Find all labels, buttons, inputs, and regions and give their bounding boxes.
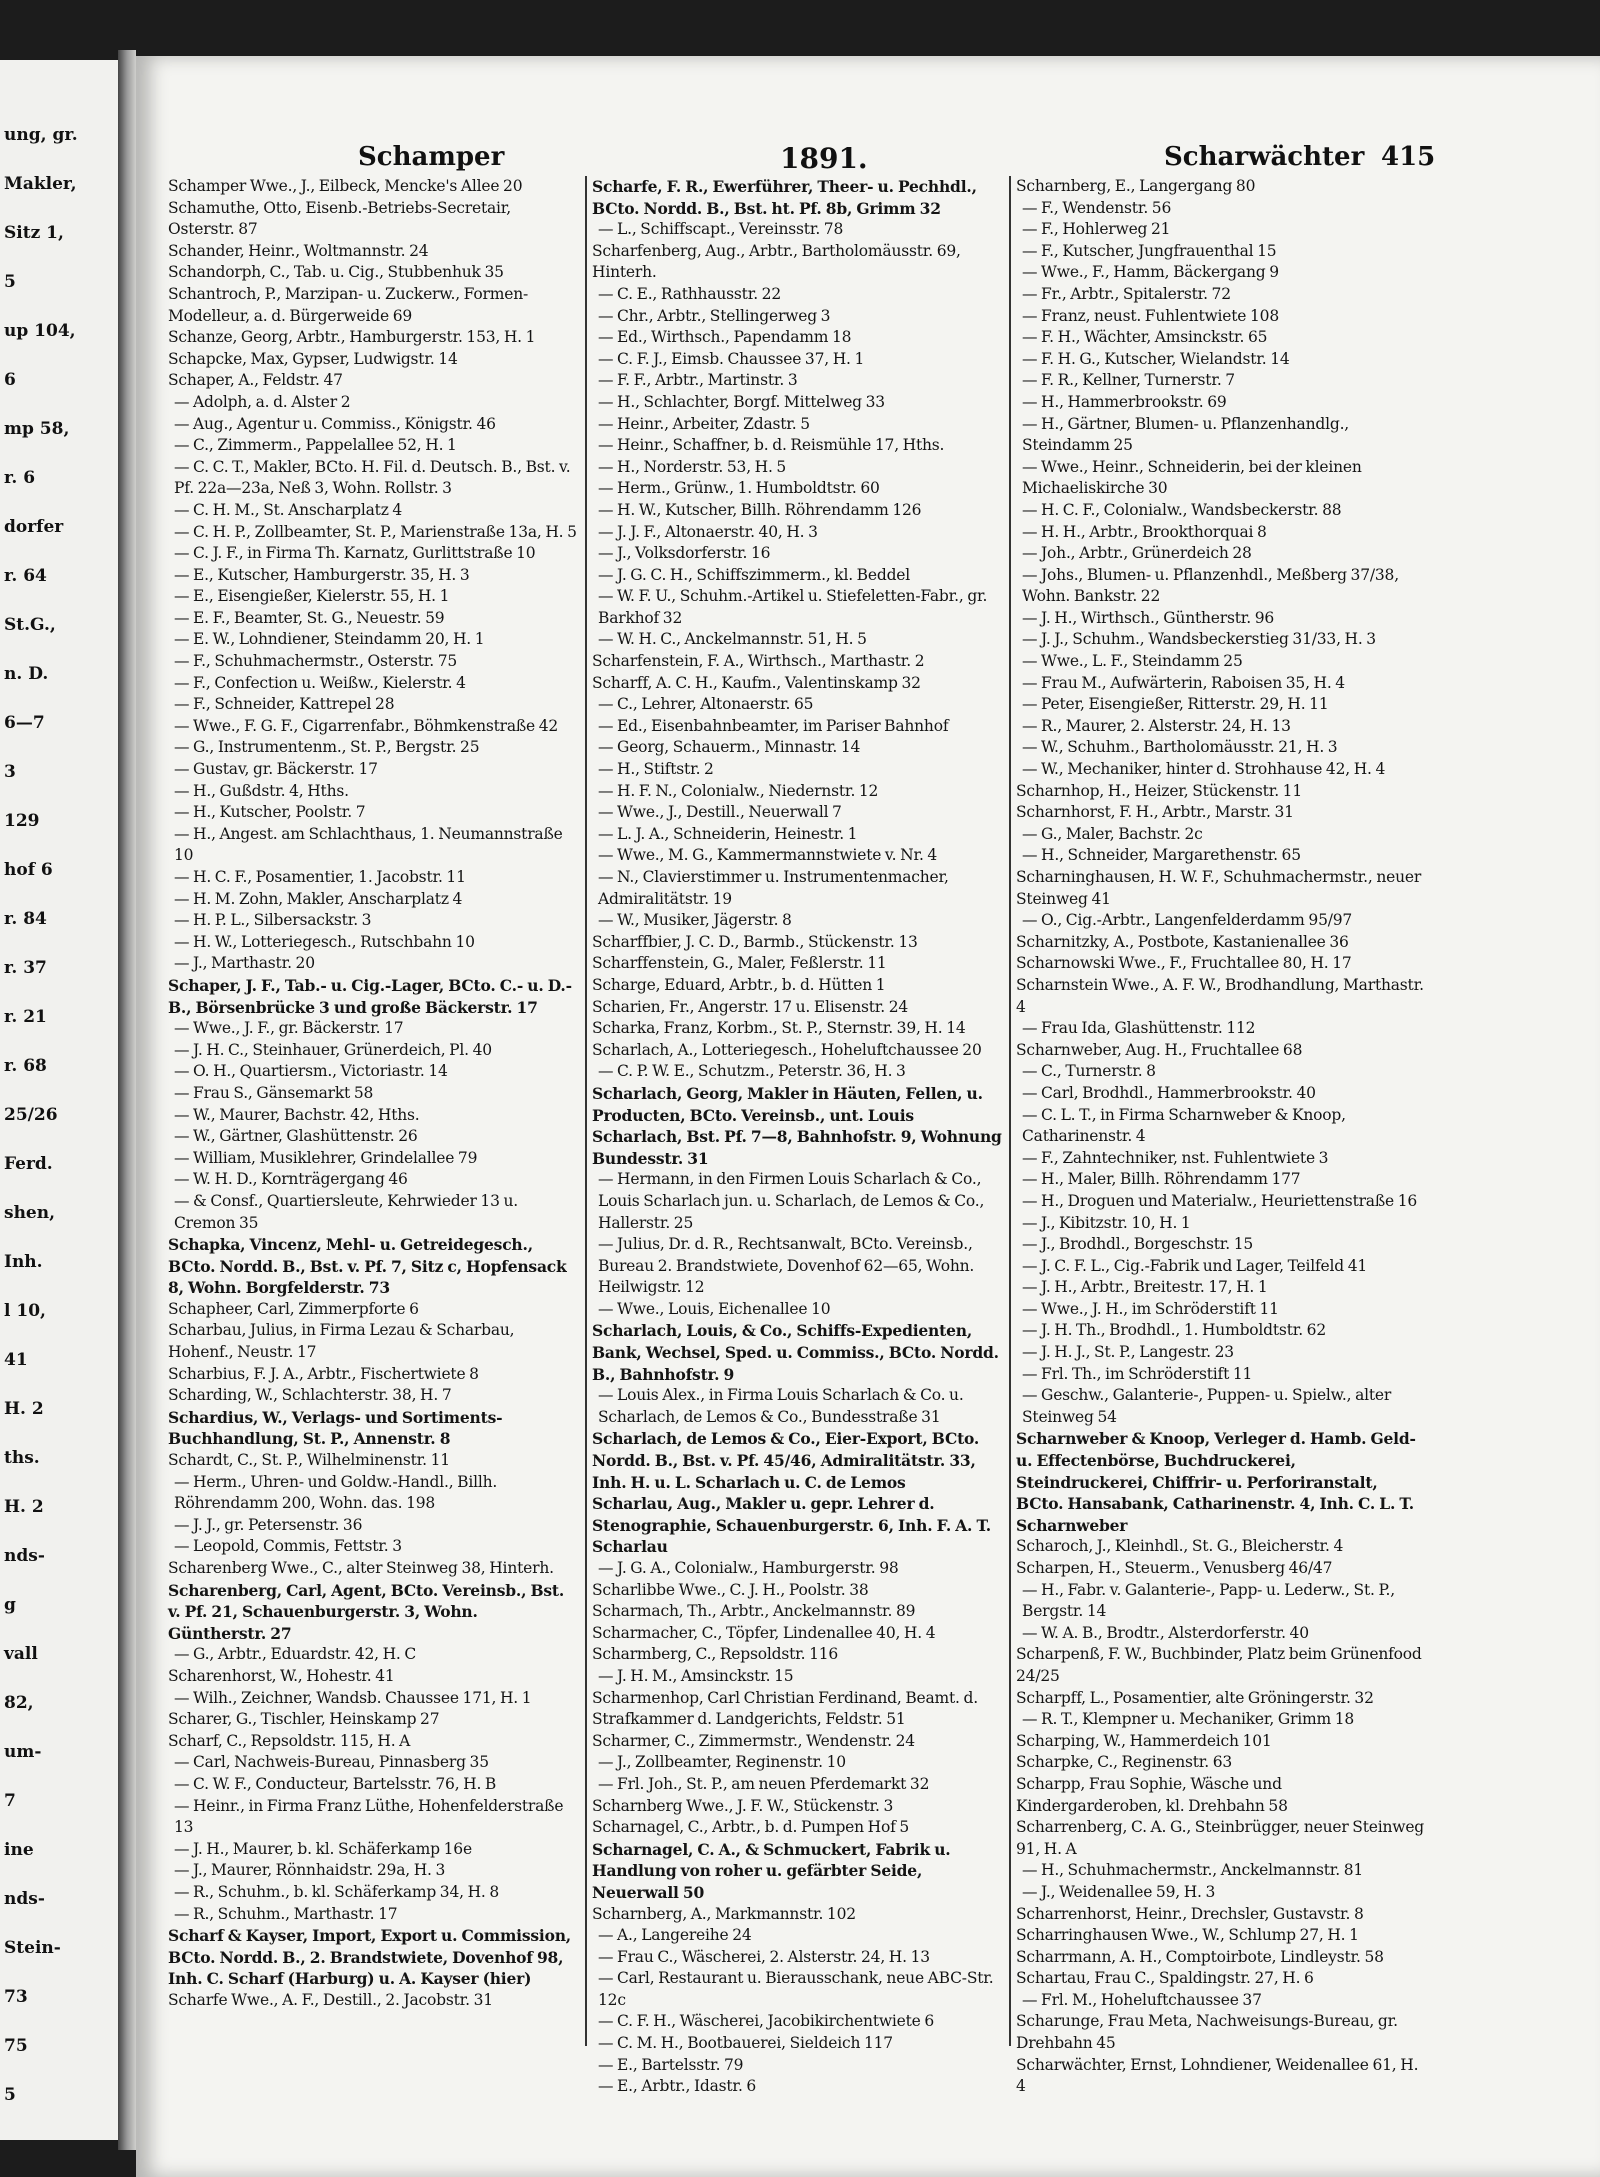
prev-page-text: r. 6 <box>4 468 36 488</box>
directory-entry: — G., Maler, Bachstr. 2c <box>1022 824 1203 843</box>
directory-entry: — J. H. Th., Brodhdl., 1. Humboldtstr. 62 <box>1022 1321 1327 1340</box>
directory-entry: — Wwe., F., Hamm, Bäckergang 9 <box>1022 263 1279 282</box>
prev-page-text: shen, <box>4 1203 56 1223</box>
directory-entry: — Frau C., Wäscherei, 2. Alsterstr. 24, H. 13 <box>598 1947 930 1966</box>
directory-entry: — J. J., gr. Petersenstr. 36 <box>174 1515 363 1534</box>
directory-entry: — H. C. F., Posamentier, 1. Jacobstr. 11 <box>174 868 466 886</box>
header-year: 1891. <box>780 142 868 175</box>
prev-page-text: hof 6 <box>4 860 53 880</box>
directory-entry: Schander, Heinr., Woltmannstr. 24 <box>168 241 429 260</box>
directory-entry: Scharwächter, Ernst, Lohndiener, Weidenallee 61, H. 4 <box>1016 2055 1419 2096</box>
directory-entry: Scharringhausen Wwe., W., Schlump 27, H. 1 <box>1016 1926 1359 1945</box>
directory-entry: — C., Lehrer, Altonaerstr. 65 <box>598 695 814 714</box>
directory-entry: — R., Schuhm., Marthastr. 17 <box>174 1904 398 1923</box>
prev-page-text: Sitz 1, <box>4 223 64 243</box>
directory-entry: — F. H., Wächter, Amsinckstr. 65 <box>1022 328 1268 347</box>
directory-entry: Scharenberg, Carl, Agent, BCto. Vereinsb., Bst. v. Pf. 21, Schauenburgerstr. 3, Wohn. Güntherstr. 27 <box>168 1580 565 1643</box>
directory-entry: — H., Maler, Billh. Röhrendamm 177 <box>1022 1170 1301 1189</box>
directory-entry: Scharbius, F. J. A., Arbtr., Fischertwiete 8 <box>168 1364 479 1383</box>
directory-entry: Scharfe Wwe., A. F., Destill., 2. Jacobstr. 31 <box>168 1990 493 2009</box>
prev-page-text: Stein- <box>4 1938 61 1958</box>
directory-entry: — C. F. J., Eimsb. Chaussee 37, H. 1 <box>598 349 865 368</box>
directory-entry: — C. W. F., Conducteur, Bartelsstr. 76, H. B <box>174 1774 497 1793</box>
directory-entry: — J. H. M., Amsinckstr. 15 <box>598 1666 794 1685</box>
prev-page-text: nds- <box>4 1889 45 1909</box>
directory-entry: — H., Schuhmachermstr., Anckelmannstr. 81 <box>1022 1861 1364 1880</box>
directory-entry: — J., Volksdorferstr. 16 <box>598 544 771 563</box>
directory-entry: Schaper, J. F., Tab.- u. Cig.-Lager, BCto. C.- u. D.-B., Börsenbrücke 3 und große Bäckerstr. 17 <box>168 975 572 1017</box>
prev-page-text: um- <box>4 1742 42 1762</box>
directory-entry: Scharnberg, E., Langergang 80 <box>1016 177 1256 195</box>
directory-entry: — J., Kibitzstr. 10, H. 1 <box>1022 1213 1191 1232</box>
directory-entry: Scharnhorst, F. H., Arbtr., Marstr. 31 <box>1016 803 1294 822</box>
directory-entry: — Hermann, in den Firmen Louis Scharlach & Co., Louis Scharlach jun. u. Scharlach, de Lemos & Co., Hallerstr. 25 <box>598 1170 985 1232</box>
prev-page-text: 73 <box>4 1987 28 2007</box>
directory-entry: Scharlach, Georg, Makler in Häuten, Fellen, u. Producten, BCto. Vereinsb., unt. Louis Scharlach, Bst. Pf. 7—8, Bahnhofstr. 9, Wohnung Bundesstr. 31 <box>592 1083 1002 1168</box>
directory-entry: Scharff, A. C. H., Kaufm., Valentinskamp 32 <box>592 673 921 692</box>
directory-entry: — O., Cig.-Arbtr., Langenfelderdamm 95/97 <box>1022 911 1353 930</box>
directory-entry: — Heinr., Arbeiter, Zdastr. 5 <box>598 414 810 433</box>
prev-page-text: 5 <box>4 2085 16 2105</box>
directory-entry: — W. A. B., Brodtr., Alsterdorferstr. 40 <box>1022 1623 1309 1642</box>
directory-entry: — F., Hohlerweg 21 <box>1022 220 1171 239</box>
directory-entry: — Frl. Joh., St. P., am neuen Pferdemarkt 32 <box>598 1774 930 1793</box>
directory-entry: Scharlach, A., Lotteriegesch., Hoheluftchaussee 20 <box>592 1040 982 1059</box>
directory-entry: — H. H., Arbtr., Brookthorquai 8 <box>1022 522 1267 541</box>
directory-entry: — Ed., Wirthsch., Papendamm 18 <box>598 328 852 347</box>
header-left-keyword: Schamper <box>358 142 505 172</box>
prev-page-text: 5 <box>4 272 16 292</box>
directory-entry: — C. J. F., in Firma Th. Karnatz, Gurlittstraße 10 <box>174 544 536 563</box>
directory-entry: Scharlach, Louis, & Co., Schiffs-Expedienten, Bank, Wechsel, Sped. u. Commiss., BCto. Nordd. B., Bahnhofstr. 9 <box>592 1321 999 1384</box>
directory-entry: Scharffenstein, G., Maler, Feßlerstr. 11 <box>592 954 887 973</box>
directory-entry: — Louis Alex., in Firma Louis Scharlach & Co. u. Scharlach, de Lemos & Co., Bundesstraße 31 <box>598 1386 964 1426</box>
directory-entry: — Gustav, gr. Bäckerstr. 17 <box>174 760 378 779</box>
directory-entry: Scharfenberg, Aug., Arbtr., Bartholomäusstr. 69, Hinterh. <box>592 241 961 282</box>
prev-page-text: Inh. <box>4 1252 43 1272</box>
directory-entry: — J. G. C. H., Schiffszimmerm., kl. Beddel <box>598 565 911 584</box>
directory-entry: — F. H. G., Kutscher, Wielandstr. 14 <box>1022 349 1290 368</box>
directory-entry: Scharnhop, H., Heizer, Stückenstr. 11 <box>1016 781 1302 800</box>
directory-entry: — J. J., Schuhm., Wandsbeckerstieg 31/33, H. 3 <box>1022 630 1376 649</box>
directory-entry: — H. P. L., Silbersackstr. 3 <box>174 911 372 930</box>
directory-entry: — H. F. N., Colonialw., Niedernstr. 12 <box>598 781 879 800</box>
directory-entry: Scharrenhorst, Heinr., Drechsler, Gustavstr. 8 <box>1016 1904 1364 1923</box>
directory-entry: Scharnagel, C., Arbtr., b. d. Pumpen Hof 5 <box>592 1818 910 1837</box>
directory-entry: Scharfenstein, F. A., Wirthsch., Marthastr. 2 <box>592 652 925 671</box>
directory-entry: — Wwe., J. F., gr. Bäckerstr. 17 <box>174 1019 404 1038</box>
directory-entry: — L. J. A., Schneiderin, Heinestr. 1 <box>598 824 858 843</box>
directory-entry: — F. F., Arbtr., Martinstr. 3 <box>598 371 798 390</box>
directory-entry: — C. L. T., in Firma Scharnweber & Knoop, Catharinenstr. 4 <box>1022 1105 1346 1146</box>
directory-entry: — Adolph, a. d. Alster 2 <box>174 392 351 411</box>
directory-entry: Scharka, Franz, Korbm., St. P., Sternstr. 39, H. 14 <box>592 1019 966 1038</box>
directory-entry: — J. G. A., Colonialw., Hamburgerstr. 98 <box>598 1559 899 1577</box>
directory-entry: — Frau S., Gänsemarkt 58 <box>174 1083 374 1102</box>
directory-entry: — E., Eisengießer, Kielerstr. 55, H. 1 <box>174 587 450 606</box>
directory-entry: Scharnweber, Aug. H., Fruchtallee 68 <box>1016 1040 1303 1059</box>
directory-entry: — H. M. Zohn, Makler, Anscharplatz 4 <box>174 889 463 908</box>
directory-entry: — H., Norderstr. 53, H. 5 <box>598 457 787 476</box>
directory-entry: — Aug., Agentur u. Commiss., Königstr. 46 <box>174 414 496 433</box>
directory-entry: — Wwe., M. G., Kammermannstwiete v. Nr. 4 <box>598 846 938 865</box>
prev-page-text: 129 <box>4 811 40 831</box>
directory-entry: — H., Schneider, Margarethenstr. 65 <box>1022 846 1301 865</box>
directory-entry: Scharenhorst, W., Hohestr. 41 <box>168 1666 395 1685</box>
directory-entry: Scharfe, F. R., Ewerführer, Theer- u. Pechhdl., BCto. Nordd. B., Bst. ht. Pf. 8b, Grimm 32 <box>592 177 977 218</box>
directory-entry: — R., Maurer, 2. Alsterstr. 24, H. 13 <box>1022 716 1291 735</box>
directory-entry: — C., Turnerstr. 8 <box>1022 1062 1156 1081</box>
directory-entry: — H. W., Lotteriegesch., Rutschbahn 10 <box>174 932 475 951</box>
directory-entry: — J. H. C., Steinhauer, Grünerdeich, Pl. 40 <box>174 1040 492 1059</box>
directory-entry: — E., Bartelsstr. 79 <box>598 2055 744 2074</box>
directory-entry: — F., Zahntechniker, nst. Fuhlentwiete 3 <box>1022 1148 1329 1167</box>
directory-entry: Scharunge, Frau Meta, Nachweisungs-Bureau, gr. Drehbahn 45 <box>1016 2012 1398 2053</box>
directory-entry: Schardius, W., Verlags- und Sortiments-Buchhandlung, St. P., Annenstr. 8 <box>168 1407 503 1449</box>
directory-entry: Scharpenß, F. W., Buchbinder, Platz beim Grünenfood 24/25 <box>1016 1645 1422 1685</box>
directory-entry: Schapheer, Carl, Zimmerpforte 6 <box>168 1299 419 1318</box>
directory-entry: — Frau Ida, Glashüttenstr. 112 <box>1022 1019 1256 1038</box>
directory-entry: — F., Kutscher, Jungfrauenthal 15 <box>1022 241 1277 260</box>
directory-entry: — O. H., Quartiersm., Victoriastr. 14 <box>174 1062 448 1081</box>
directory-entry: — R., Schuhm., b. kl. Schäferkamp 34, H. 8 <box>174 1882 500 1901</box>
directory-entry: — Heinr., Schaffner, b. d. Reismühle 17, Hths. <box>598 436 945 455</box>
directory-entry: — H., Fabr. v. Galanterie-, Papp- u. Lederw., St. P., Bergstr. 14 <box>1022 1580 1396 1621</box>
directory-entry: — G., Arbtr., Eduardstr. 42, H. C <box>174 1645 417 1664</box>
directory-entry: — Peter, Eisengießer, Ritterstr. 29, H. 11 <box>1022 695 1329 714</box>
directory-entry: Schapka, Vincenz, Mehl- u. Getreidegesch., BCto. Nordd. B., Bst. v. Pf. 7, Sitz c, Hopfensack 8, Wohn. Borgfelderstr. 73 <box>168 1235 567 1298</box>
prev-page-text: l 10, <box>4 1301 46 1321</box>
directory-entry: — J., Marthastr. 20 <box>174 954 315 973</box>
prev-page-text: 25/26 <box>4 1105 58 1125</box>
directory-entry: — C. C. T., Makler, BCto. H. Fil. d. Deutsch. B., Bst. v. Pf. 22a—23a, Neß 3, Wohn. Rollstr. 3 <box>174 457 571 498</box>
directory-entry: — L., Schiffscapt., Vereinsstr. 78 <box>598 220 844 239</box>
directory-entry: Scharlibbe Wwe., C. J. H., Poolstr. 38 <box>592 1580 869 1599</box>
directory-entry: — Ed., Eisenbahnbeamter, im Pariser Bahnhof <box>598 716 949 735</box>
directory-entry: Scharnweber & Knoop, Verleger d. Hamb. Geld- u. Effectenbörse, Buchdruckerei, Steindruckerei, Chiffrir- u. Perforiranstalt, BCto. Hansabank, Catharinenstr. 4, Inh. C. L. T. Scharnweber <box>1016 1429 1416 1535</box>
directory-entry: — Joh., Arbtr., Grünerdeich 28 <box>1022 544 1252 563</box>
directory-entry: — J. C. F. L., Cig.-Fabrik und Lager, Teilfeld 41 <box>1022 1256 1368 1275</box>
prev-page-text: r. 64 <box>4 566 47 586</box>
directory-entry: — W. H. C., Anckelmannstr. 51, H. 5 <box>598 630 867 649</box>
directory-entry: Scharping, W., Hammerdeich 101 <box>1016 1731 1272 1750</box>
directory-entry: Scharbau, Julius, in Firma Lezau & Scharbau, Hohenf., Neustr. 17 <box>168 1321 515 1362</box>
prev-page-text: ine <box>4 1840 34 1860</box>
book-spine <box>118 50 136 2150</box>
page-number: 415 <box>1381 142 1436 172</box>
directory-entry: — J., Weidenallee 59, H. 3 <box>1022 1882 1216 1901</box>
directory-entry: — F., Schneider, Kattrepel 28 <box>174 695 395 714</box>
prev-page-text: vall <box>4 1644 38 1664</box>
directory-entry: Scharding, W., Schlachterstr. 38, H. 7 <box>168 1386 452 1405</box>
directory-entry: Scharrmann, A. H., Comptoirbote, Lindleystr. 58 <box>1016 1947 1384 1966</box>
prev-page-text: 75 <box>4 2036 28 2056</box>
directory-entry: Schamuthe, Otto, Eisenb.-Betriebs-Secretair, Osterstr. 87 <box>168 198 512 239</box>
directory-entry: Schardt, C., St. P., Wilhelminenstr. 11 <box>168 1451 450 1470</box>
directory-entry: — H., Angest. am Schlachthaus, 1. Neumannstraße 10 <box>174 824 563 865</box>
prev-page-text: 41 <box>4 1350 28 1370</box>
directory-entry: — C. P. W. E., Schutzm., Peterstr. 36, H. 3 <box>598 1062 906 1081</box>
directory-entry: — J. J. F., Altonaerstr. 40, H. 3 <box>598 522 818 541</box>
directory-entry: Scharmacher, C., Töpfer, Lindenallee 40, H. 4 <box>592 1623 936 1642</box>
prev-page-text: 7 <box>4 1791 16 1811</box>
directory-entry: — W., Musiker, Jägerstr. 8 <box>598 911 792 930</box>
directory-entry: Scharnitzky, A., Postbote, Kastanienallee 36 <box>1016 932 1349 951</box>
directory-entry: Scharlach, de Lemos & Co., Eier-Export, BCto. Nordd. B., Bst. v. Pf. 45/46, Admiralitätstr. 33, Inh. H. u. L. Scharlach u. C. de Lemos <box>592 1429 980 1492</box>
directory-entry: — Fr., Arbtr., Spitalerstr. 72 <box>1022 284 1231 303</box>
directory-entry: Scharpff, L., Posamentier, alte Gröningerstr. 32 <box>1016 1688 1374 1707</box>
directory-entry: — Georg, Schauerm., Minnastr. 14 <box>598 738 861 757</box>
column-1 <box>168 176 578 2011</box>
directory-entry: — Wwe., Heinr., Schneiderin, bei der kleinen Michaeliskirche 30 <box>1022 457 1362 498</box>
directory-entry: — E. F., Beamter, St. G., Neuestr. 59 <box>174 608 445 627</box>
directory-entry: — Wwe., F. G. F., Cigarrenfabr., Böhmkenstraße 42 <box>174 716 559 735</box>
directory-entry: Schanze, Georg, Arbtr., Hamburgerstr. 153, H. 1 <box>168 328 536 347</box>
directory-entry: Scharge, Eduard, Arbtr., b. d. Hütten 1 <box>592 975 886 994</box>
directory-entry: — H. C. F., Colonialw., Wandsbeckerstr. 88 <box>1022 500 1342 519</box>
directory-entry: Schandorph, C., Tab. u. Cig., Stubbenhuk 35 <box>168 263 504 282</box>
directory-entry: Schapcke, Max, Gypser, Ludwigstr. 14 <box>168 349 458 368</box>
directory-entry: — Carl, Restaurant u. Bierausschank, neue ABC-Str. 12c <box>598 1969 994 2009</box>
directory-page <box>136 56 1600 2177</box>
directory-entry: Scharf, C., Repsoldstr. 115, H. A <box>168 1731 411 1750</box>
directory-entry: — J. H., Arbtr., Breitestr. 17, H. 1 <box>1022 1278 1268 1297</box>
directory-entry: — Geschw., Galanterie-, Puppen- u. Spielw., alter Steinweg 54 <box>1022 1386 1392 1426</box>
prev-page-text: ths. <box>4 1448 40 1468</box>
prev-page-text: n. D. <box>4 664 49 684</box>
prev-page-text: r. 37 <box>4 958 47 978</box>
directory-entry: — J. H. J., St. P., Langestr. 23 <box>1022 1343 1234 1362</box>
directory-entry: — N., Clavierstimmer u. Instrumentenmacher, Admiralitätstr. 19 <box>598 868 949 908</box>
prev-page-text: 82, <box>4 1693 34 1713</box>
prev-page-text: Ferd. <box>4 1154 53 1174</box>
directory-entry: — W. F. U., Schuhm.-Artikel u. Stiefeletten-Fabr., gr. Barkhof 32 <box>598 587 988 627</box>
directory-entry: — H., Kutscher, Poolstr. 7 <box>174 803 366 822</box>
directory-entry: Scharenberg Wwe., C., alter Steinweg 38, Hinterh. <box>168 1559 554 1577</box>
directory-entry: — Wwe., J. H., im Schröderstift 11 <box>1022 1299 1279 1318</box>
directory-entry: — F., Confection u. Weißw., Kielerstr. 4 <box>174 673 466 692</box>
directory-entry: Scharrenberg, C. A. G., Steinbrügger, neuer Steinweg 91, H. A <box>1016 1818 1425 1858</box>
directory-entry: — Wwe., Louis, Eichenallee 10 <box>598 1299 831 1318</box>
prev-page-text: Makler, <box>4 174 77 194</box>
directory-entry: — Leopold, Commis, Fettstr. 3 <box>174 1537 402 1556</box>
directory-entry: — Herm., Uhren- und Goldw.-Handl., Billh. Röhrendamm 200, Wohn. das. 198 <box>174 1472 498 1513</box>
directory-entry: — G., Instrumentenm., St. P., Bergstr. 25 <box>174 738 480 757</box>
directory-entry: — C. E., Rathhausstr. 22 <box>598 284 781 303</box>
directory-entry: Scharnberg, A., Markmannstr. 102 <box>592 1904 856 1923</box>
directory-entry: — H., Hammerbrookstr. 69 <box>1022 392 1227 411</box>
directory-entry: — Chr., Arbtr., Stellingerweg 3 <box>598 306 831 325</box>
directory-entry: — C. H. P., Zollbeamter, St. P., Marienstraße 13a, H. 5 <box>174 522 577 541</box>
column-divider <box>585 176 587 2046</box>
directory-entry: — J., Zollbeamter, Reginenstr. 10 <box>598 1753 846 1772</box>
prev-page-text: 6—7 <box>4 713 45 733</box>
directory-entry: — J., Maurer, Rönnhaidstr. 29a, H. 3 <box>174 1861 446 1880</box>
prev-page-text: r. 68 <box>4 1056 47 1076</box>
directory-entry: — H., Droguen und Materialw., Heuriettenstraße 16 <box>1022 1191 1418 1210</box>
directory-entry: Scharien, Fr., Angerstr. 17 u. Elisenstr. 24 <box>592 997 909 1016</box>
prev-page-text: 3 <box>4 762 16 782</box>
directory-entry: — E., Kutscher, Hamburgerstr. 35, H. 3 <box>174 565 470 584</box>
directory-entry: — F. R., Kellner, Turnerstr. 7 <box>1022 371 1235 390</box>
directory-entry: Scharnstein Wwe., A. F. W., Brodhandlung, Marthastr. 4 <box>1016 975 1424 1016</box>
directory-entry: — Frl. M., Hoheluftchaussee 37 <box>1022 1990 1262 2009</box>
directory-entry: — H. W., Kutscher, Billh. Röhrendamm 126 <box>598 500 922 519</box>
directory-entry: Scharlau, Aug., Makler u. gepr. Lehrer d. Stenographie, Schauenburgerstr. 6, Inh. F. A. T. Scharlau <box>592 1494 991 1557</box>
directory-entry: — R. T., Klempner u. Mechaniker, Grimm 18 <box>1022 1710 1355 1729</box>
directory-entry: — E. W., Lohndiener, Steindamm 20, H. 1 <box>174 630 485 649</box>
directory-entry: — H., Gärtner, Blumen- u. Pflanzenhandlg., Steindamm 25 <box>1022 414 1350 455</box>
directory-entry: — Franz, neust. Fuhlentwiete 108 <box>1022 306 1279 325</box>
directory-entry: — Wwe., L. F., Steindamm 25 <box>1022 652 1243 671</box>
directory-entry: — C. F. H., Wäscherei, Jacobikirchentwiete 6 <box>598 2012 935 2031</box>
prev-page-text: g <box>4 1595 16 1615</box>
directory-entry: — A., Langereihe 24 <box>598 1926 752 1945</box>
directory-entry: Scharmer, C., Zimmermstr., Wendenstr. 24 <box>592 1731 915 1750</box>
directory-entry: — Johs., Blumen- u. Pflanzenhdl., Meßberg 37/38, Wohn. Bankstr. 22 <box>1022 565 1399 606</box>
column-2 <box>592 176 1002 2098</box>
directory-entry: Schantroch, P., Marzipan- u. Zuckerw., Formen-Modelleur, a. d. Bürgerweide 69 <box>168 284 529 325</box>
directory-entry: — Carl, Brodhdl., Hammerbrookstr. 40 <box>1022 1083 1316 1102</box>
column-3 <box>1016 176 1426 2098</box>
directory-entry: — W., Mechaniker, hinter d. Strohhause 42, H. 4 <box>1022 760 1386 779</box>
directory-entry: Schartau, Frau C., Spaldingstr. 27, H. 6 <box>1016 1969 1314 1988</box>
directory-entry: — W., Gärtner, Glashüttenstr. 26 <box>174 1127 418 1146</box>
directory-entry: — William, Musiklehrer, Grindelallee 79 <box>174 1148 478 1167</box>
directory-entry: Scharnowski Wwe., F., Fruchtallee 80, H. 17 <box>1016 954 1352 973</box>
directory-entry: — H., Schlachter, Borgf. Mittelweg 33 <box>598 392 885 411</box>
directory-entry: — C., Zimmerm., Pappelallee 52, H. 1 <box>174 436 457 455</box>
prev-page-text: r. 84 <box>4 909 47 929</box>
directory-entry: — Wwe., J., Destill., Neuerwall 7 <box>598 803 842 822</box>
directory-entry: — Herm., Grünw., 1. Humboldtstr. 60 <box>598 479 880 498</box>
directory-entry: Scharoch, J., Kleinhdl., St. G., Bleicherstr. 4 <box>1016 1537 1344 1556</box>
directory-entry: Scharninghausen, H. W. F., Schuhmachermstr., neuer Steinweg 41 <box>1016 868 1422 908</box>
prev-page-text: dorfer <box>4 517 64 537</box>
directory-entry: — Carl, Nachweis-Bureau, Pinnasberg 35 <box>174 1753 489 1772</box>
directory-entry: — C. M. H., Bootbauerei, Sieldeich 117 <box>598 2034 893 2053</box>
directory-entry: — Frau M., Aufwärterin, Raboisen 35, H. 4 <box>1022 673 1345 692</box>
directory-entry: — W., Maurer, Bachstr. 42, Hths. <box>174 1105 420 1124</box>
directory-entry: — Julius, Dr. d. R., Rechtsanwalt, BCto. Vereinsb., Bureau 2. Brandstwiete, Dovenhof 62—65, Wohn. Heilwigstr. 12 <box>598 1235 975 1297</box>
header-right-keyword: Scharwächter <box>1164 142 1365 172</box>
directory-entry: — W., Schuhm., Bartholomäusstr. 21, H. 3 <box>1022 738 1338 757</box>
prev-page-text: St.G., <box>4 615 56 635</box>
previous-page-fragment <box>0 60 118 2140</box>
directory-entry: Scharnagel, C. A., & Schmuckert, Fabrik u. Handlung von roher u. gefärbter Seide, Neuerwall 50 <box>592 1839 951 1902</box>
prev-page-text: ung, gr. <box>4 125 78 145</box>
directory-entry: Scharffbier, J. C. D., Barmb., Stückenstr. 13 <box>592 932 918 951</box>
prev-page-text: H. 2 <box>4 1399 44 1419</box>
directory-entry: Scharmach, Th., Arbtr., Anckelmannstr. 89 <box>592 1602 916 1621</box>
directory-entry: Scharpen, H., Steuerm., Venusberg 46/47 <box>1016 1559 1333 1577</box>
directory-entry: — Frl. Th., im Schröderstift 11 <box>1022 1364 1253 1383</box>
directory-entry: — H., Gußdstr. 4, Hths. <box>174 781 349 800</box>
directory-entry: Schaper, A., Feldstr. 47 <box>168 371 343 390</box>
prev-page-text: mp 58, <box>4 419 70 439</box>
directory-entry: — C. H. M., St. Anscharplatz 4 <box>174 500 403 519</box>
directory-entry: Scharf & Kayser, Import, Export u. Commission, BCto. Nordd. B., 2. Brandstwiete, Dovenhof 98, Inh. C. Scharf (Harburg) u. A. Kayser (hier) <box>168 1926 571 1989</box>
directory-entry: Scharmberg, C., Repsoldstr. 116 <box>592 1645 839 1664</box>
directory-entry: — J. H., Wirthsch., Güntherstr. 96 <box>1022 608 1275 627</box>
directory-entry: Scharnberg Wwe., J. F. W., Stückenstr. 3 <box>592 1796 894 1815</box>
directory-entry: — Wilh., Zeichner, Wandsb. Chaussee 171, H. 1 <box>174 1688 532 1707</box>
directory-entry: Schamper Wwe., J., Eilbeck, Mencke's Allee 20 <box>168 177 523 195</box>
directory-entry: — H., Stiftstr. 2 <box>598 760 714 779</box>
prev-page-text: H. 2 <box>4 1497 44 1517</box>
directory-entry: Scharer, G., Tischler, Heinskamp 27 <box>168 1710 440 1729</box>
directory-entry: — & Consf., Quartiersleute, Kehrwieder 13 u. Cremon 35 <box>174 1191 518 1232</box>
directory-entry: — J., Brodhdl., Borgeschstr. 15 <box>1022 1235 1254 1254</box>
directory-entry: Scharpke, C., Reginenstr. 63 <box>1016 1753 1233 1772</box>
directory-entry: — Heinr., in Firma Franz Lüthe, Hohenfelderstraße 13 <box>174 1796 564 1837</box>
directory-entry: — E., Arbtr., Idastr. 6 <box>598 2077 757 2096</box>
prev-page-text: r. 21 <box>4 1007 47 1027</box>
directory-entry: — F., Wendenstr. 56 <box>1022 198 1172 217</box>
column-divider <box>1009 176 1011 2046</box>
directory-entry: — J. H., Maurer, b. kl. Schäferkamp 16e <box>174 1839 472 1858</box>
prev-page-text: up 104, <box>4 321 76 341</box>
prev-page-text: 6 <box>4 370 16 390</box>
directory-entry: — F., Schuhmachermstr., Osterstr. 75 <box>174 652 458 671</box>
directory-entry: Scharpp, Frau Sophie, Wäsche und Kindergarderoben, kl. Drehbahn 58 <box>1016 1774 1288 1815</box>
prev-page-text: nds- <box>4 1546 45 1566</box>
directory-entry: — W. H. D., Kornträgergang 46 <box>174 1170 408 1189</box>
directory-entry: Scharmenhop, Carl Christian Ferdinand, Beamt. d. Strafkammer d. Landgerichts, Feldstr. 51 <box>592 1688 978 1729</box>
